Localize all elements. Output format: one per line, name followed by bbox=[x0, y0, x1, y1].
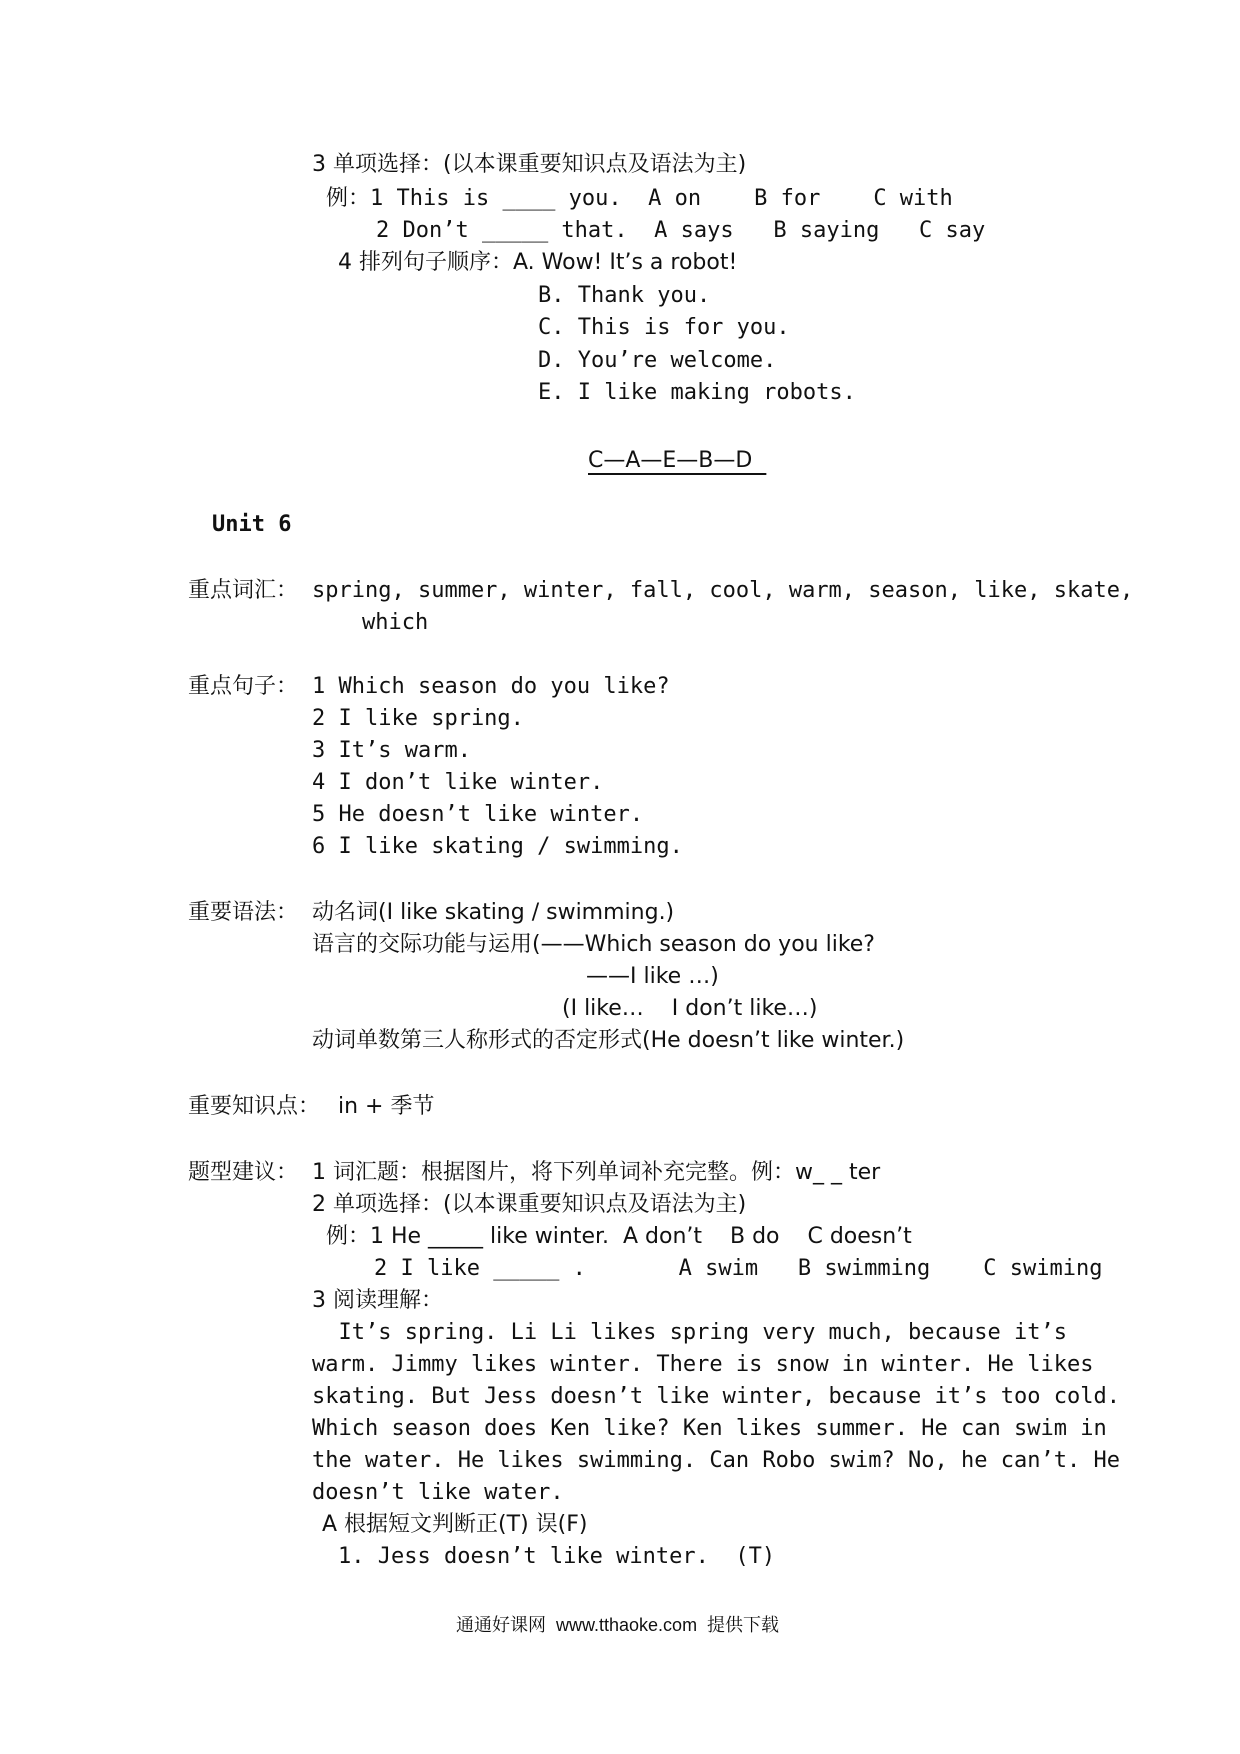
suggest-2: 2 单项选择：(以本课重要知识点及语法为主) bbox=[312, 1192, 747, 1217]
knowledge-label: 重要知识点： bbox=[188, 1094, 321, 1119]
q4-heading: 4 排列句子顺序：A. Wow! It’s a robot! bbox=[338, 250, 738, 275]
vocab-line-1: spring, summer, winter, fall, cool, warm, season, like, skate, bbox=[312, 578, 1134, 603]
suggest-3: 3 阅读理解： bbox=[312, 1288, 443, 1313]
q4-option-d: D. You’re welcome. bbox=[538, 348, 777, 373]
page-footer: 通通好课网 www.tthaoke.com 提供下载 bbox=[456, 1615, 780, 1635]
reading-line: warm. Jimmy likes winter. There is snow in winter. He likes bbox=[312, 1352, 1094, 1377]
knowledge-value: in + 季节 bbox=[338, 1094, 435, 1119]
suggest-2-example-2: 2 I like _____ . A swim B swimming C swiming bbox=[374, 1256, 1103, 1281]
grammar-label: 重要语法： bbox=[188, 900, 299, 925]
sentence-item: 4 I don’t like winter. bbox=[312, 770, 604, 795]
grammar-line-2: 语言的交际功能与运用(——Which season do you like? bbox=[312, 932, 875, 957]
q4-option-c: C. This is for you. bbox=[538, 315, 790, 340]
grammar-line-5: 动词单数第三人称形式的否定形式(He doesn’t like winter.) bbox=[312, 1028, 905, 1053]
sentence-item: 2 I like spring. bbox=[312, 706, 524, 731]
reading-line: Which season does Ken like? Ken likes summer. He can swim in bbox=[312, 1416, 1107, 1441]
q3-example-2: 2 Don’t _____ that. A says B saying C say bbox=[376, 218, 986, 243]
sentence-item: 5 He doesn’t like winter. bbox=[312, 802, 644, 827]
true-false-item: 1. Jess doesn’t like winter. (T) bbox=[338, 1544, 776, 1569]
q3-heading: 3 单项选择：(以本课重要知识点及语法为主) bbox=[312, 152, 747, 177]
reading-line: It’s spring. Li Li likes spring very much, because it’s bbox=[312, 1320, 1067, 1345]
q4-option-e: E. I like making robots. bbox=[538, 380, 856, 405]
vocab-line-2: which bbox=[362, 610, 429, 635]
q3-example-1: 例：1 This is ____ you. A on B for C with bbox=[326, 186, 953, 211]
suggest-label: 题型建议： bbox=[188, 1160, 299, 1185]
suggest-2-example-1: 例：1 He _____ like winter. A don’t B do C doesn’t bbox=[326, 1224, 912, 1249]
order-answer: C—A—E—B—D bbox=[588, 448, 767, 473]
unit-title: Unit 6 bbox=[212, 512, 292, 537]
reading-line: skating. But Jess doesn’t like winter, because it’s too cold. bbox=[312, 1384, 1120, 1409]
grammar-line-4: (I like… I don’t like…) bbox=[562, 996, 818, 1021]
true-false-heading: A 根据短文判断正(T) 误(F) bbox=[322, 1512, 588, 1537]
reading-line: the water. He likes swimming. Can Robo swim? No, he can’t. He bbox=[312, 1448, 1120, 1473]
reading-line: doesn’t like water. bbox=[312, 1480, 564, 1505]
suggest-1: 1 词汇题：根据图片，将下列单词补充完整。例：w_ _ ter bbox=[312, 1160, 881, 1185]
sentence-item: 3 It’s warm. bbox=[312, 738, 471, 763]
q4-option-b: B. Thank you. bbox=[538, 283, 711, 308]
grammar-line-1: 动名词(I like skating / swimming.) bbox=[312, 900, 675, 925]
sentence-item: 1 Which season do you like? bbox=[312, 674, 670, 699]
grammar-line-3: ——I like …) bbox=[586, 964, 719, 989]
vocab-label: 重点词汇： bbox=[188, 578, 299, 603]
sentence-item: 6 I like skating / swimming. bbox=[312, 834, 683, 859]
sentences-label: 重点句子： bbox=[188, 674, 299, 699]
